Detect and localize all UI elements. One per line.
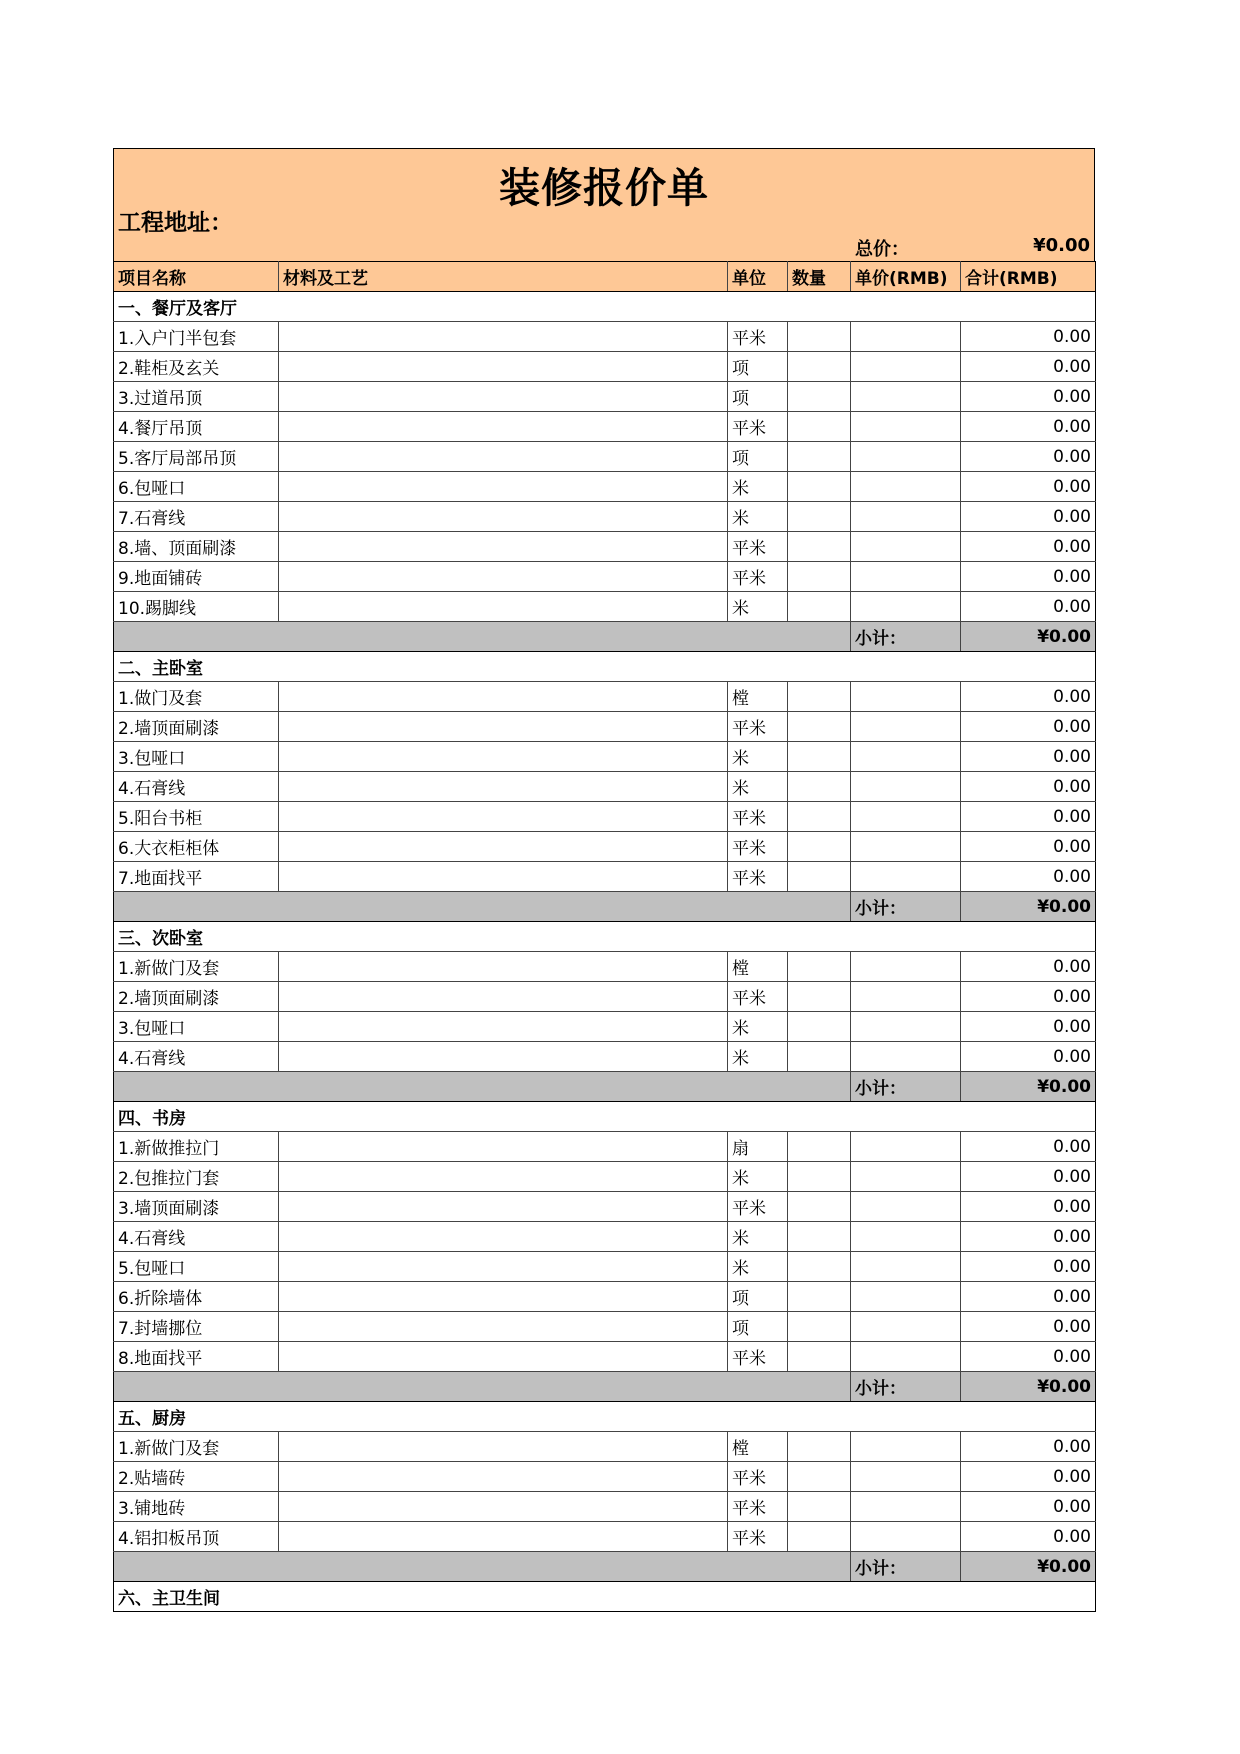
- line-total-cell: 0.00: [961, 472, 1096, 502]
- unit-price-cell[interactable]: [851, 502, 961, 532]
- material-cell[interactable]: [279, 1042, 728, 1072]
- quantity-cell[interactable]: [788, 382, 851, 412]
- material-cell[interactable]: [279, 862, 728, 892]
- quantity-cell[interactable]: [788, 352, 851, 382]
- unit-cell: 平米: [728, 1492, 788, 1522]
- line-total-cell: 0.00: [961, 1012, 1096, 1042]
- table-row: [114, 1012, 1096, 1042]
- item-name-cell: 3.包哑口: [114, 1012, 279, 1042]
- line-total-cell: 0.00: [961, 982, 1096, 1012]
- material-cell[interactable]: [279, 1462, 728, 1492]
- section-title: 五、厨房: [114, 1402, 1096, 1432]
- table-row: [114, 1132, 1096, 1162]
- quantity-cell[interactable]: [788, 952, 851, 982]
- item-name-cell: 9.地面铺砖: [114, 562, 279, 592]
- unit-price-cell[interactable]: [851, 1162, 961, 1192]
- table-row: [114, 502, 1096, 532]
- column-header-material: 材料及工艺: [279, 262, 728, 292]
- subtotal-row: [114, 892, 1096, 922]
- grand-total-value: ¥0.00: [1033, 235, 1090, 256]
- material-cell[interactable]: [279, 742, 728, 772]
- unit-cell: 米: [728, 742, 788, 772]
- section-title: 四、书房: [114, 1102, 1096, 1132]
- item-name-cell: 4.石膏线: [114, 1222, 279, 1252]
- unit-cell: 樘: [728, 682, 788, 712]
- quantity-cell[interactable]: [788, 862, 851, 892]
- table-row: [114, 742, 1096, 772]
- item-name-cell: 1.新做门及套: [114, 1432, 279, 1462]
- item-name-cell: 3.墙顶面刷漆: [114, 1192, 279, 1222]
- unit-price-cell[interactable]: [851, 742, 961, 772]
- unit-cell: 项: [728, 352, 788, 382]
- unit-price-cell[interactable]: [851, 802, 961, 832]
- table-row: [114, 1252, 1096, 1282]
- unit-cell: 米: [728, 1042, 788, 1072]
- line-total-cell: 0.00: [961, 1042, 1096, 1072]
- item-name-cell: 10.踢脚线: [114, 592, 279, 622]
- quantity-cell[interactable]: [788, 832, 851, 862]
- unit-cell: 米: [728, 502, 788, 532]
- unit-price-cell[interactable]: [851, 562, 961, 592]
- column-header-unit: 单位: [728, 262, 788, 292]
- material-cell[interactable]: [279, 1492, 728, 1522]
- subtotal-row: [114, 1552, 1096, 1582]
- material-cell[interactable]: [279, 982, 728, 1012]
- line-total-cell: 0.00: [961, 352, 1096, 382]
- unit-cell: 樘: [728, 952, 788, 982]
- subtotal-value: ¥0.00: [961, 1372, 1096, 1402]
- quantity-cell[interactable]: [788, 322, 851, 352]
- column-header-row: [114, 262, 1096, 292]
- table-row: [114, 772, 1096, 802]
- table-row: [114, 862, 1096, 892]
- item-name-cell: 2.墙顶面刷漆: [114, 982, 279, 1012]
- quantity-cell[interactable]: [788, 1222, 851, 1252]
- subtotal-label: 小计：: [851, 892, 961, 922]
- unit-cell: 米: [728, 1222, 788, 1252]
- item-name-cell: 1.新做门及套: [114, 952, 279, 982]
- unit-cell: 平米: [728, 1342, 788, 1372]
- unit-price-cell[interactable]: [851, 1312, 961, 1342]
- unit-cell: 米: [728, 592, 788, 622]
- material-cell[interactable]: [279, 832, 728, 862]
- unit-price-cell[interactable]: [851, 682, 961, 712]
- table-row: [114, 712, 1096, 742]
- subtotal-spacer: [114, 1072, 851, 1102]
- material-cell[interactable]: [279, 322, 728, 352]
- line-total-cell: 0.00: [961, 382, 1096, 412]
- column-header-quantity: 数量: [788, 262, 851, 292]
- quotation-table: [113, 261, 1096, 1612]
- unit-price-cell[interactable]: [851, 1252, 961, 1282]
- project-address-label: 工程地址：: [118, 210, 233, 236]
- section-row: [114, 1402, 1096, 1432]
- unit-cell: 平米: [728, 532, 788, 562]
- subtotal-value: ¥0.00: [961, 622, 1096, 652]
- column-header-item-name: 项目名称: [114, 262, 279, 292]
- line-total-cell: 0.00: [961, 442, 1096, 472]
- unit-price-cell[interactable]: [851, 1132, 961, 1162]
- quantity-cell[interactable]: [788, 802, 851, 832]
- unit-price-cell[interactable]: [851, 1432, 961, 1462]
- material-cell[interactable]: [279, 1252, 728, 1282]
- unit-price-cell[interactable]: [851, 952, 961, 982]
- section-row: [114, 292, 1096, 322]
- subtotal-value: ¥0.00: [961, 1552, 1096, 1582]
- table-row: [114, 1342, 1096, 1372]
- quantity-cell[interactable]: [788, 1282, 851, 1312]
- material-cell[interactable]: [279, 1312, 728, 1342]
- quantity-cell[interactable]: [788, 412, 851, 442]
- unit-cell: 项: [728, 1282, 788, 1312]
- unit-cell: 平米: [728, 712, 788, 742]
- quantity-cell[interactable]: [788, 742, 851, 772]
- material-cell[interactable]: [279, 1522, 728, 1552]
- unit-price-cell[interactable]: [851, 772, 961, 802]
- line-total-cell: 0.00: [961, 1282, 1096, 1312]
- item-name-cell: 6.折除墙体: [114, 1282, 279, 1312]
- quantity-cell[interactable]: [788, 1462, 851, 1492]
- item-name-cell: 4.石膏线: [114, 772, 279, 802]
- quantity-cell[interactable]: [788, 1132, 851, 1162]
- item-name-cell: 5.包哑口: [114, 1252, 279, 1282]
- table-row: [114, 1282, 1096, 1312]
- subtotal-spacer: [114, 892, 851, 922]
- unit-price-cell[interactable]: [851, 382, 961, 412]
- unit-price-cell[interactable]: [851, 1462, 961, 1492]
- unit-cell: 樘: [728, 1432, 788, 1462]
- item-name-cell: 7.地面找平: [114, 862, 279, 892]
- item-name-cell: 3.过道吊顶: [114, 382, 279, 412]
- unit-price-cell[interactable]: [851, 472, 961, 502]
- unit-cell: 平米: [728, 1192, 788, 1222]
- line-total-cell: 0.00: [961, 1192, 1096, 1222]
- subtotal-label: 小计：: [851, 1072, 961, 1102]
- unit-cell: 米: [728, 1252, 788, 1282]
- section-title: 一、餐厅及客厅: [114, 292, 1096, 322]
- line-total-cell: 0.00: [961, 1462, 1096, 1492]
- material-cell[interactable]: [279, 532, 728, 562]
- item-name-cell: 5.阳台书柜: [114, 802, 279, 832]
- material-cell[interactable]: [279, 502, 728, 532]
- line-total-cell: 0.00: [961, 1312, 1096, 1342]
- line-total-cell: 0.00: [961, 1162, 1096, 1192]
- line-total-cell: 0.00: [961, 1432, 1096, 1462]
- quantity-cell[interactable]: [788, 1432, 851, 1462]
- unit-price-cell[interactable]: [851, 1042, 961, 1072]
- unit-cell: 平米: [728, 412, 788, 442]
- unit-cell: 平米: [728, 322, 788, 352]
- section-row: [114, 1582, 1096, 1612]
- table-row: [114, 442, 1096, 472]
- page-title: 装修报价单: [499, 164, 709, 212]
- item-name-cell: 2.贴墙砖: [114, 1462, 279, 1492]
- quantity-cell[interactable]: [788, 1012, 851, 1042]
- table-row: [114, 472, 1096, 502]
- table-row: [114, 1462, 1096, 1492]
- table-row: [114, 1432, 1096, 1462]
- material-cell[interactable]: [279, 382, 728, 412]
- item-name-cell: 6.包哑口: [114, 472, 279, 502]
- table-row: [114, 1312, 1096, 1342]
- table-row: [114, 1492, 1096, 1522]
- table-row: [114, 592, 1096, 622]
- item-name-cell: 1.新做推拉门: [114, 1132, 279, 1162]
- item-name-cell: 1.做门及套: [114, 682, 279, 712]
- sheet-header: [113, 148, 1095, 261]
- item-name-cell: 6.大衣柜柜体: [114, 832, 279, 862]
- unit-price-cell[interactable]: [851, 1192, 961, 1222]
- quantity-cell[interactable]: [788, 1252, 851, 1282]
- item-name-cell: 4.石膏线: [114, 1042, 279, 1072]
- subtotal-value: ¥0.00: [961, 892, 1096, 922]
- material-cell[interactable]: [279, 562, 728, 592]
- item-name-cell: 4.铝扣板吊顶: [114, 1522, 279, 1552]
- material-cell[interactable]: [279, 772, 728, 802]
- subtotal-row: [114, 622, 1096, 652]
- unit-price-cell[interactable]: [851, 1342, 961, 1372]
- subtotal-label: 小计：: [851, 622, 961, 652]
- unit-price-cell[interactable]: [851, 532, 961, 562]
- table-row: [114, 412, 1096, 442]
- unit-cell: 项: [728, 1312, 788, 1342]
- material-cell[interactable]: [279, 442, 728, 472]
- section-title: 六、主卫生间: [114, 1582, 1096, 1612]
- item-name-cell: 8.墙、顶面刷漆: [114, 532, 279, 562]
- table-row: [114, 532, 1096, 562]
- material-cell[interactable]: [279, 712, 728, 742]
- item-name-cell: 2.包推拉门套: [114, 1162, 279, 1192]
- line-total-cell: 0.00: [961, 502, 1096, 532]
- line-total-cell: 0.00: [961, 772, 1096, 802]
- material-cell[interactable]: [279, 1222, 728, 1252]
- table-row: [114, 322, 1096, 352]
- line-total-cell: 0.00: [961, 1252, 1096, 1282]
- line-total-cell: 0.00: [961, 1522, 1096, 1552]
- quantity-cell[interactable]: [788, 1042, 851, 1072]
- line-total-cell: 0.00: [961, 1492, 1096, 1522]
- line-total-cell: 0.00: [961, 322, 1096, 352]
- material-cell[interactable]: [279, 472, 728, 502]
- column-header-total: 合计(RMB): [961, 262, 1096, 292]
- unit-price-cell[interactable]: [851, 352, 961, 382]
- line-total-cell: 0.00: [961, 1342, 1096, 1372]
- unit-cell: 平米: [728, 562, 788, 592]
- item-name-cell: 1.入户门半包套: [114, 322, 279, 352]
- table-row: [114, 952, 1096, 982]
- quantity-cell[interactable]: [788, 682, 851, 712]
- quantity-cell[interactable]: [788, 1342, 851, 1372]
- line-total-cell: 0.00: [961, 1132, 1096, 1162]
- material-cell[interactable]: [279, 1342, 728, 1372]
- unit-price-cell[interactable]: [851, 712, 961, 742]
- material-cell[interactable]: [279, 1132, 728, 1162]
- unit-cell: 平米: [728, 802, 788, 832]
- line-total-cell: 0.00: [961, 832, 1096, 862]
- quantity-cell[interactable]: [788, 1492, 851, 1522]
- material-cell[interactable]: [279, 1012, 728, 1042]
- line-total-cell: 0.00: [961, 862, 1096, 892]
- item-name-cell: 7.石膏线: [114, 502, 279, 532]
- unit-price-cell[interactable]: [851, 862, 961, 892]
- table-row: [114, 1222, 1096, 1252]
- material-cell[interactable]: [279, 802, 728, 832]
- item-name-cell: 2.鞋柜及玄关: [114, 352, 279, 382]
- quantity-cell[interactable]: [788, 532, 851, 562]
- unit-cell: 平米: [728, 1522, 788, 1552]
- line-total-cell: 0.00: [961, 742, 1096, 772]
- material-cell[interactable]: [279, 952, 728, 982]
- subtotal-label: 小计：: [851, 1552, 961, 1582]
- quantity-cell[interactable]: [788, 1162, 851, 1192]
- subtotal-spacer: [114, 1552, 851, 1582]
- subtotal-spacer: [114, 1372, 851, 1402]
- item-name-cell: 4.餐厅吊顶: [114, 412, 279, 442]
- table-row: [114, 382, 1096, 412]
- table-row: [114, 1162, 1096, 1192]
- unit-cell: 平米: [728, 982, 788, 1012]
- unit-cell: 米: [728, 1012, 788, 1042]
- quantity-cell[interactable]: [788, 1522, 851, 1552]
- table-row: [114, 562, 1096, 592]
- unit-price-cell[interactable]: [851, 1222, 961, 1252]
- unit-price-cell[interactable]: [851, 1492, 961, 1522]
- quantity-cell[interactable]: [788, 562, 851, 592]
- material-cell[interactable]: [279, 352, 728, 382]
- section-row: [114, 1102, 1096, 1132]
- quantity-cell[interactable]: [788, 982, 851, 1012]
- subtotal-row: [114, 1372, 1096, 1402]
- material-cell[interactable]: [279, 1192, 728, 1222]
- material-cell[interactable]: [279, 682, 728, 712]
- line-total-cell: 0.00: [961, 562, 1096, 592]
- quantity-cell[interactable]: [788, 502, 851, 532]
- table-row: [114, 1192, 1096, 1222]
- table-row: [114, 1522, 1096, 1552]
- line-total-cell: 0.00: [961, 952, 1096, 982]
- quantity-cell[interactable]: [788, 1192, 851, 1222]
- item-name-cell: 3.铺地砖: [114, 1492, 279, 1522]
- table-row: [114, 1042, 1096, 1072]
- unit-price-cell[interactable]: [851, 442, 961, 472]
- unit-cell: 平米: [728, 862, 788, 892]
- unit-cell: 项: [728, 382, 788, 412]
- line-total-cell: 0.00: [961, 712, 1096, 742]
- unit-price-cell[interactable]: [851, 592, 961, 622]
- unit-price-cell[interactable]: [851, 1282, 961, 1312]
- material-cell[interactable]: [279, 592, 728, 622]
- quantity-cell[interactable]: [788, 442, 851, 472]
- table-body: [114, 262, 1096, 1612]
- unit-cell: 扇: [728, 1132, 788, 1162]
- item-name-cell: 8.地面找平: [114, 1342, 279, 1372]
- line-total-cell: 0.00: [961, 802, 1096, 832]
- grand-total-label: 总价：: [855, 239, 909, 260]
- column-header-unit-price: 单价(RMB): [851, 262, 961, 292]
- quantity-cell[interactable]: [788, 1312, 851, 1342]
- table-row: [114, 802, 1096, 832]
- table-row: [114, 682, 1096, 712]
- line-total-cell: 0.00: [961, 682, 1096, 712]
- material-cell[interactable]: [279, 1162, 728, 1192]
- unit-cell: 平米: [728, 1462, 788, 1492]
- unit-cell: 米: [728, 1162, 788, 1192]
- unit-cell: 米: [728, 472, 788, 502]
- item-name-cell: 3.包哑口: [114, 742, 279, 772]
- table-row: [114, 982, 1096, 1012]
- unit-price-cell[interactable]: [851, 982, 961, 1012]
- item-name-cell: 7.封墙挪位: [114, 1312, 279, 1342]
- table-row: [114, 832, 1096, 862]
- quantity-cell[interactable]: [788, 712, 851, 742]
- unit-price-cell[interactable]: [851, 412, 961, 442]
- unit-price-cell[interactable]: [851, 1012, 961, 1042]
- line-total-cell: 0.00: [961, 592, 1096, 622]
- quantity-cell[interactable]: [788, 772, 851, 802]
- item-name-cell: 2.墙顶面刷漆: [114, 712, 279, 742]
- subtotal-spacer: [114, 622, 851, 652]
- quantity-cell[interactable]: [788, 472, 851, 502]
- unit-cell: 米: [728, 772, 788, 802]
- unit-price-cell[interactable]: [851, 1522, 961, 1552]
- line-total-cell: 0.00: [961, 1222, 1096, 1252]
- subtotal-value: ¥0.00: [961, 1072, 1096, 1102]
- table-row: [114, 352, 1096, 382]
- line-total-cell: 0.00: [961, 412, 1096, 442]
- unit-price-cell[interactable]: [851, 322, 961, 352]
- section-title: 三、次卧室: [114, 922, 1096, 952]
- line-total-cell: 0.00: [961, 532, 1096, 562]
- material-cell[interactable]: [279, 1282, 728, 1312]
- item-name-cell: 5.客厅局部吊顶: [114, 442, 279, 472]
- quantity-cell[interactable]: [788, 592, 851, 622]
- unit-cell: 项: [728, 442, 788, 472]
- subtotal-label: 小计：: [851, 1372, 961, 1402]
- material-cell[interactable]: [279, 412, 728, 442]
- subtotal-row: [114, 1072, 1096, 1102]
- unit-price-cell[interactable]: [851, 832, 961, 862]
- section-row: [114, 922, 1096, 952]
- section-title: 二、主卧室: [114, 652, 1096, 682]
- material-cell[interactable]: [279, 1432, 728, 1462]
- section-row: [114, 652, 1096, 682]
- unit-cell: 平米: [728, 832, 788, 862]
- quotation-sheet: [113, 148, 1095, 1612]
